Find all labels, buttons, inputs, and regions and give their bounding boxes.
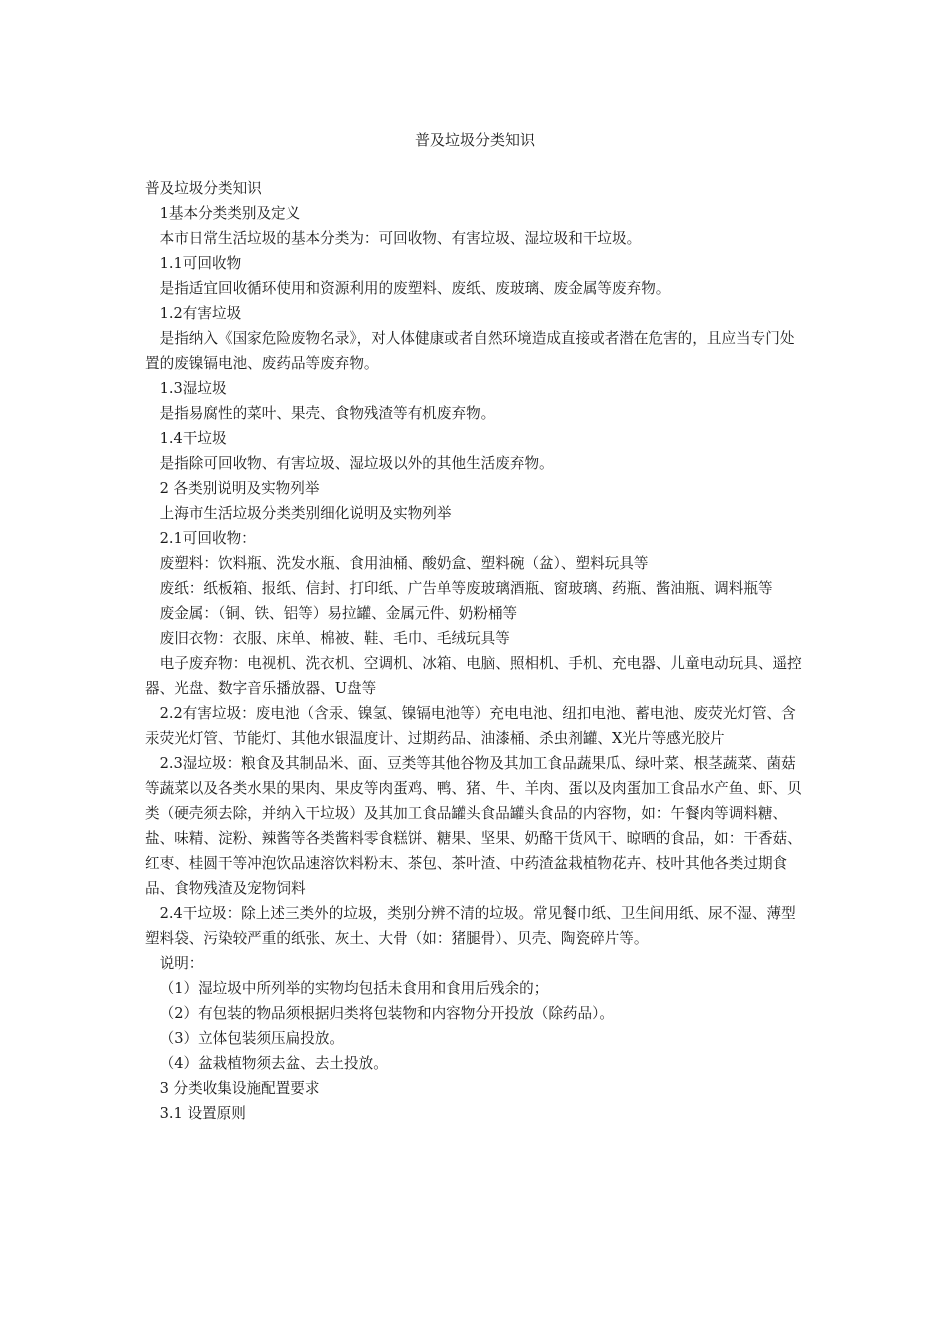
paragraph: 上海市生活垃圾分类类别细化说明及实物列举: [159, 505, 452, 522]
paragraph: 普及垃圾分类知识: [145, 180, 262, 197]
document-title: 普及垃圾分类知识: [414, 131, 535, 149]
paragraph: 2.4干垃圾：除上述三类外的垃圾，类别分辨不清的垃圾。常见餐巾纸、卫生间用纸、尿不湿、薄型塑料袋、污染较严重的纸张、灰土、大骨（如：猪腿骨）、贝壳、陶瓷碎片等。: [145, 905, 796, 947]
paragraph: 2.2有害垃圾：废电池（含汞、镍氢、镍镉电池等）充电电池、纽扣电池、蓄电池、废荧光灯管、含汞荧光灯管、节能灯、其他水银温度计、过期药品、油漆桶、杀虫剂罐、X光片等感光胶片: [145, 705, 796, 747]
paragraph: 说明：: [159, 955, 204, 972]
document-body: [145, 176, 805, 1126]
paragraph: 电子废弃物：电视机、洗衣机、空调机、冰箱、电脑、照相机、手机、充电器、儿童电动玩具、遥控器、光盘、数字音乐播放器、U盘等: [145, 655, 802, 697]
paragraph: 废塑料：饮料瓶、洗发水瓶、食用油桶、酸奶盒、塑料碗（盆）、塑料玩具等: [159, 555, 649, 572]
paragraph: 2.3湿垃圾：粮食及其制品米、面、豆类等其他谷物及其加工食品蔬果瓜、绿叶菜、根茎蔬菜、菌菇等蔬菜以及各类水果的果肉、果皮等肉蛋鸡、鸭、猪、牛、羊肉、蛋以及肉蛋加工食品水产鱼、虾、贝类（硬壳须去除，并纳入干垃圾）及其加工食品罐头食品罐头食品的内容物，如：午餐肉等调料糖、盐、味精、淀粉、辣酱等各类酱料零食糕饼、糖果、坚果、奶酪干货风干、晾晒的食品，如：干香菇、红枣、桂圆干等冲泡饮品速溶饮料粉末、茶包、茶叶渣、中药渣盆栽植物花卉、枝叶其他各类过期食品、食物残渣及宠物饲料: [145, 755, 802, 897]
paragraph: （2）有包装的物品须根据归类将包装物和内容物分开投放（除药品）。: [159, 1005, 614, 1022]
paragraph: 3 分类收集设施配置要求: [159, 1080, 320, 1097]
paragraph: 1.2有害垃圾: [159, 305, 242, 322]
paragraph: 废金属：（铜、铁、铝等）易拉罐、金属元件、奶粉桶等: [159, 605, 518, 622]
paragraph: 废纸：纸板箱、报纸、信封、打印纸、广告单等废玻璃酒瓶、窗玻璃、药瓶、酱油瓶、调料瓶等: [159, 580, 773, 597]
paragraph: 废旧衣物：衣服、床单、棉被、鞋、毛巾、毛绒玩具等: [159, 630, 510, 647]
paragraph: 1基本分类类别及定义: [159, 205, 301, 222]
paragraph: （3）立体包装须压扁投放。: [159, 1030, 345, 1047]
paragraph: 2 各类别说明及实物列举: [159, 480, 320, 497]
paragraph: 是指除可回收物、有害垃圾、湿垃圾以外的其他生活废弃物。: [159, 455, 554, 472]
paragraph: 是指适宜回收循环使用和资源利用的废塑料、废纸、废玻璃、废金属等废弃物。: [159, 280, 671, 297]
paragraph: （4）盆栽植物须去盆、去土投放。: [159, 1055, 388, 1072]
paragraph: 3.1 设置原则: [159, 1105, 246, 1122]
paragraph: 1.3湿垃圾: [159, 380, 227, 397]
paragraph: 1.4干垃圾: [159, 430, 227, 447]
paragraph: 本市日常生活垃圾的基本分类为：可回收物、有害垃圾、湿垃圾和干垃圾。: [159, 230, 642, 247]
paragraph: 1.1可回收物: [159, 255, 242, 272]
paragraph: 2.1可回收物：: [159, 530, 256, 547]
paragraph: 是指纳入《国家危险废物名录》，对人体健康或者自然环境造成直接或者潜在危害的，且应当专门处置的废镍镉电池、废药品等废弃物。: [145, 330, 795, 372]
paragraph: （1）湿垃圾中所列举的实物均包括未食用和食用后残余的；: [159, 980, 549, 997]
paragraph: 是指易腐性的菜叶、果壳、食物残渣等有机废弃物。: [159, 405, 496, 422]
